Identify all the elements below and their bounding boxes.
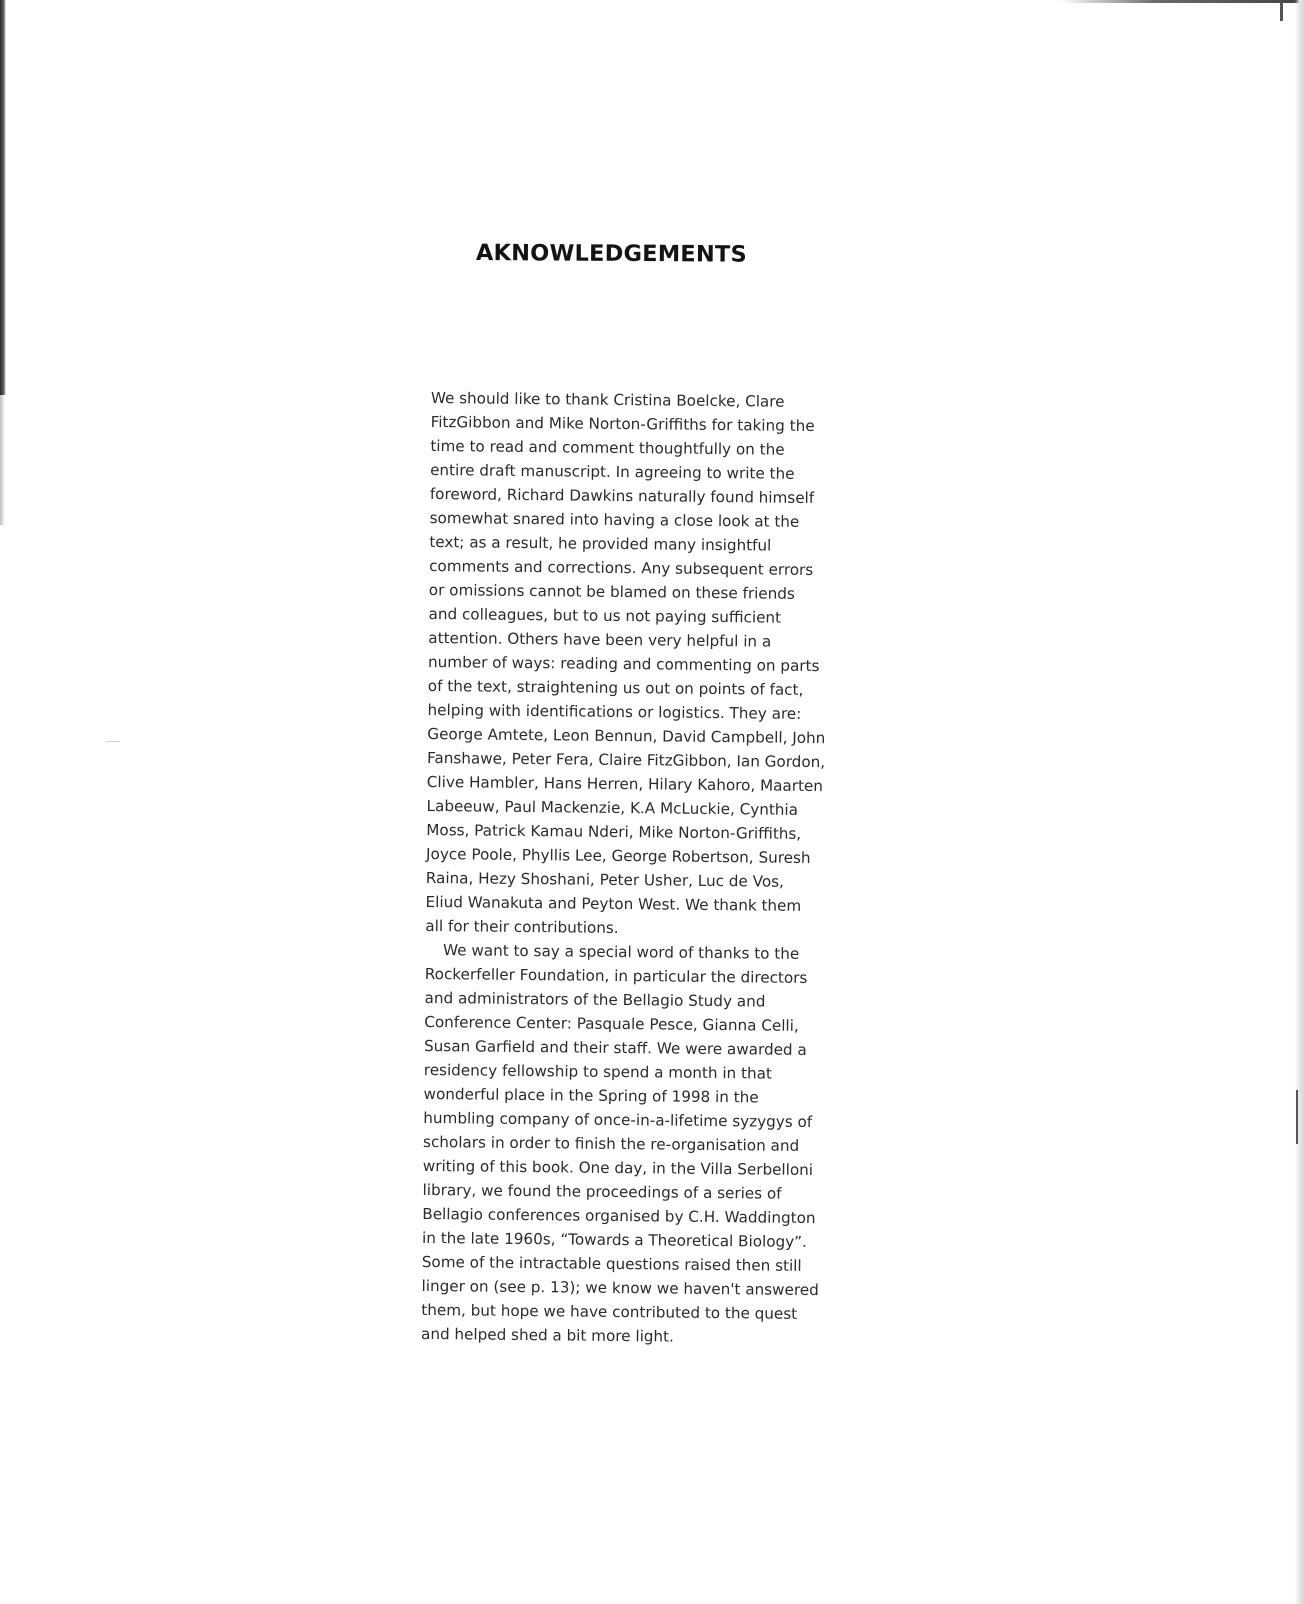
- text-line: writing of this book. One day, in the Villa Serbelloni: [422, 1156, 814, 1180]
- scan-binding-shadow: [0, 0, 6, 395]
- text-line: entire draft manuscript. In agreeing to write the: [430, 460, 795, 483]
- text-line: Conference Center: Pasquale Pesce, Gianna Celli,: [424, 1012, 799, 1035]
- text-line: Eliud Wanakuta and Peyton West. We thank them: [425, 892, 802, 915]
- text-line: number of ways: reading and commenting on parts: [428, 652, 820, 676]
- text-line: all for their contributions.: [425, 916, 619, 937]
- scan-corner-mark: [1280, 3, 1283, 21]
- text-line: Joyce Poole, Phyllis Lee, George Robertson, Suresh: [426, 844, 811, 868]
- text-line: time to read and comment thoughtfully on the: [430, 436, 785, 459]
- text-line: in the late 1960s, “Towards a Theoretical Biology”.: [421, 1228, 807, 1251]
- text-line: Clive Hambler, Hans Herren, Hilary Kahoro, Maarten: [426, 772, 824, 796]
- text-line: Labeeuw, Paul Mackenzie, K.A McLuckie, Cynthia: [426, 796, 799, 819]
- text-line: George Amtete, Leon Bennun, David Campbell, John: [427, 724, 826, 748]
- text-line: or omissions cannot be blamed on these friends: [428, 580, 795, 603]
- paragraph: [425, 386, 871, 943]
- text-line: Raina, Hezy Shoshani, Peter Usher, Luc de Vos,: [425, 868, 785, 891]
- text-line: text; as a result, he provided many insightful: [429, 532, 772, 555]
- text-line: wonderful place in the Spring of 1998 in the: [423, 1084, 759, 1107]
- text-line: scholars in order to finish the re-organisation and: [422, 1132, 800, 1155]
- page-title: AKNOWLEDGEMENTS: [475, 240, 747, 268]
- text-line: Some of the intractable questions raised then still: [421, 1252, 802, 1275]
- text-line: them, but hope we have contributed to the quest: [421, 1300, 798, 1323]
- text-line: Bellagio conferences organised by C.H. Waddington: [422, 1204, 816, 1228]
- text-line: library, we found the proceedings of a series of: [422, 1180, 782, 1203]
- text-line: We should like to thank Cristina Boelcke, Clare: [430, 388, 785, 411]
- scan-binding-shadow-faint: [0, 395, 5, 525]
- scan-speck: [106, 741, 120, 742]
- text-line: attention. Others have been very helpful in a: [428, 628, 772, 651]
- text-line: somewhat snared into having a close look at the: [429, 508, 800, 531]
- scan-edge-mark: [1296, 1090, 1298, 1144]
- acknowledgements-body: [421, 386, 871, 1351]
- text-line: foreword, Richard Dawkins naturally found himself: [429, 484, 815, 508]
- text-line: comments and corrections. Any subsequent errors: [429, 556, 814, 580]
- text-line: and administrators of the Bellagio Study and: [424, 988, 766, 1011]
- text-line: helping with identifications or logistics. They are:: [427, 700, 802, 723]
- scan-right-edge: [1295, 0, 1304, 1604]
- text-line: and helped shed a bit more light.: [420, 1324, 674, 1346]
- text-line: Rockerfeller Foundation, in particular the directors: [424, 964, 808, 987]
- text-line: Fanshawe, Peter Fera, Claire FitzGibbon, Ian Gordon,: [427, 748, 826, 772]
- text-line: residency fellowship to spend a month in that: [423, 1060, 772, 1083]
- text-line: Moss, Patrick Kamau Nderi, Mike Norton-Griffiths,: [426, 820, 802, 843]
- paragraph: [421, 938, 865, 1351]
- scan-top-edge: [1060, 0, 1300, 3]
- text-line: and colleagues, but to us not paying sufficient: [428, 604, 782, 627]
- text-line: FitzGibbon and Mike Norton-Griffiths for taking the: [430, 412, 815, 436]
- text-line: linger on (see p. 13); we know we haven't answered: [421, 1276, 819, 1300]
- text-line: of the text, straightening us out on points of fact,: [427, 676, 804, 699]
- text-line: Susan Garfield and their staff. We were awarded a: [423, 1036, 807, 1059]
- text-line: We want to say a special word of thanks to the: [442, 941, 800, 963]
- text-line: humbling company of once-in-a-lifetime syzygys of: [423, 1108, 813, 1132]
